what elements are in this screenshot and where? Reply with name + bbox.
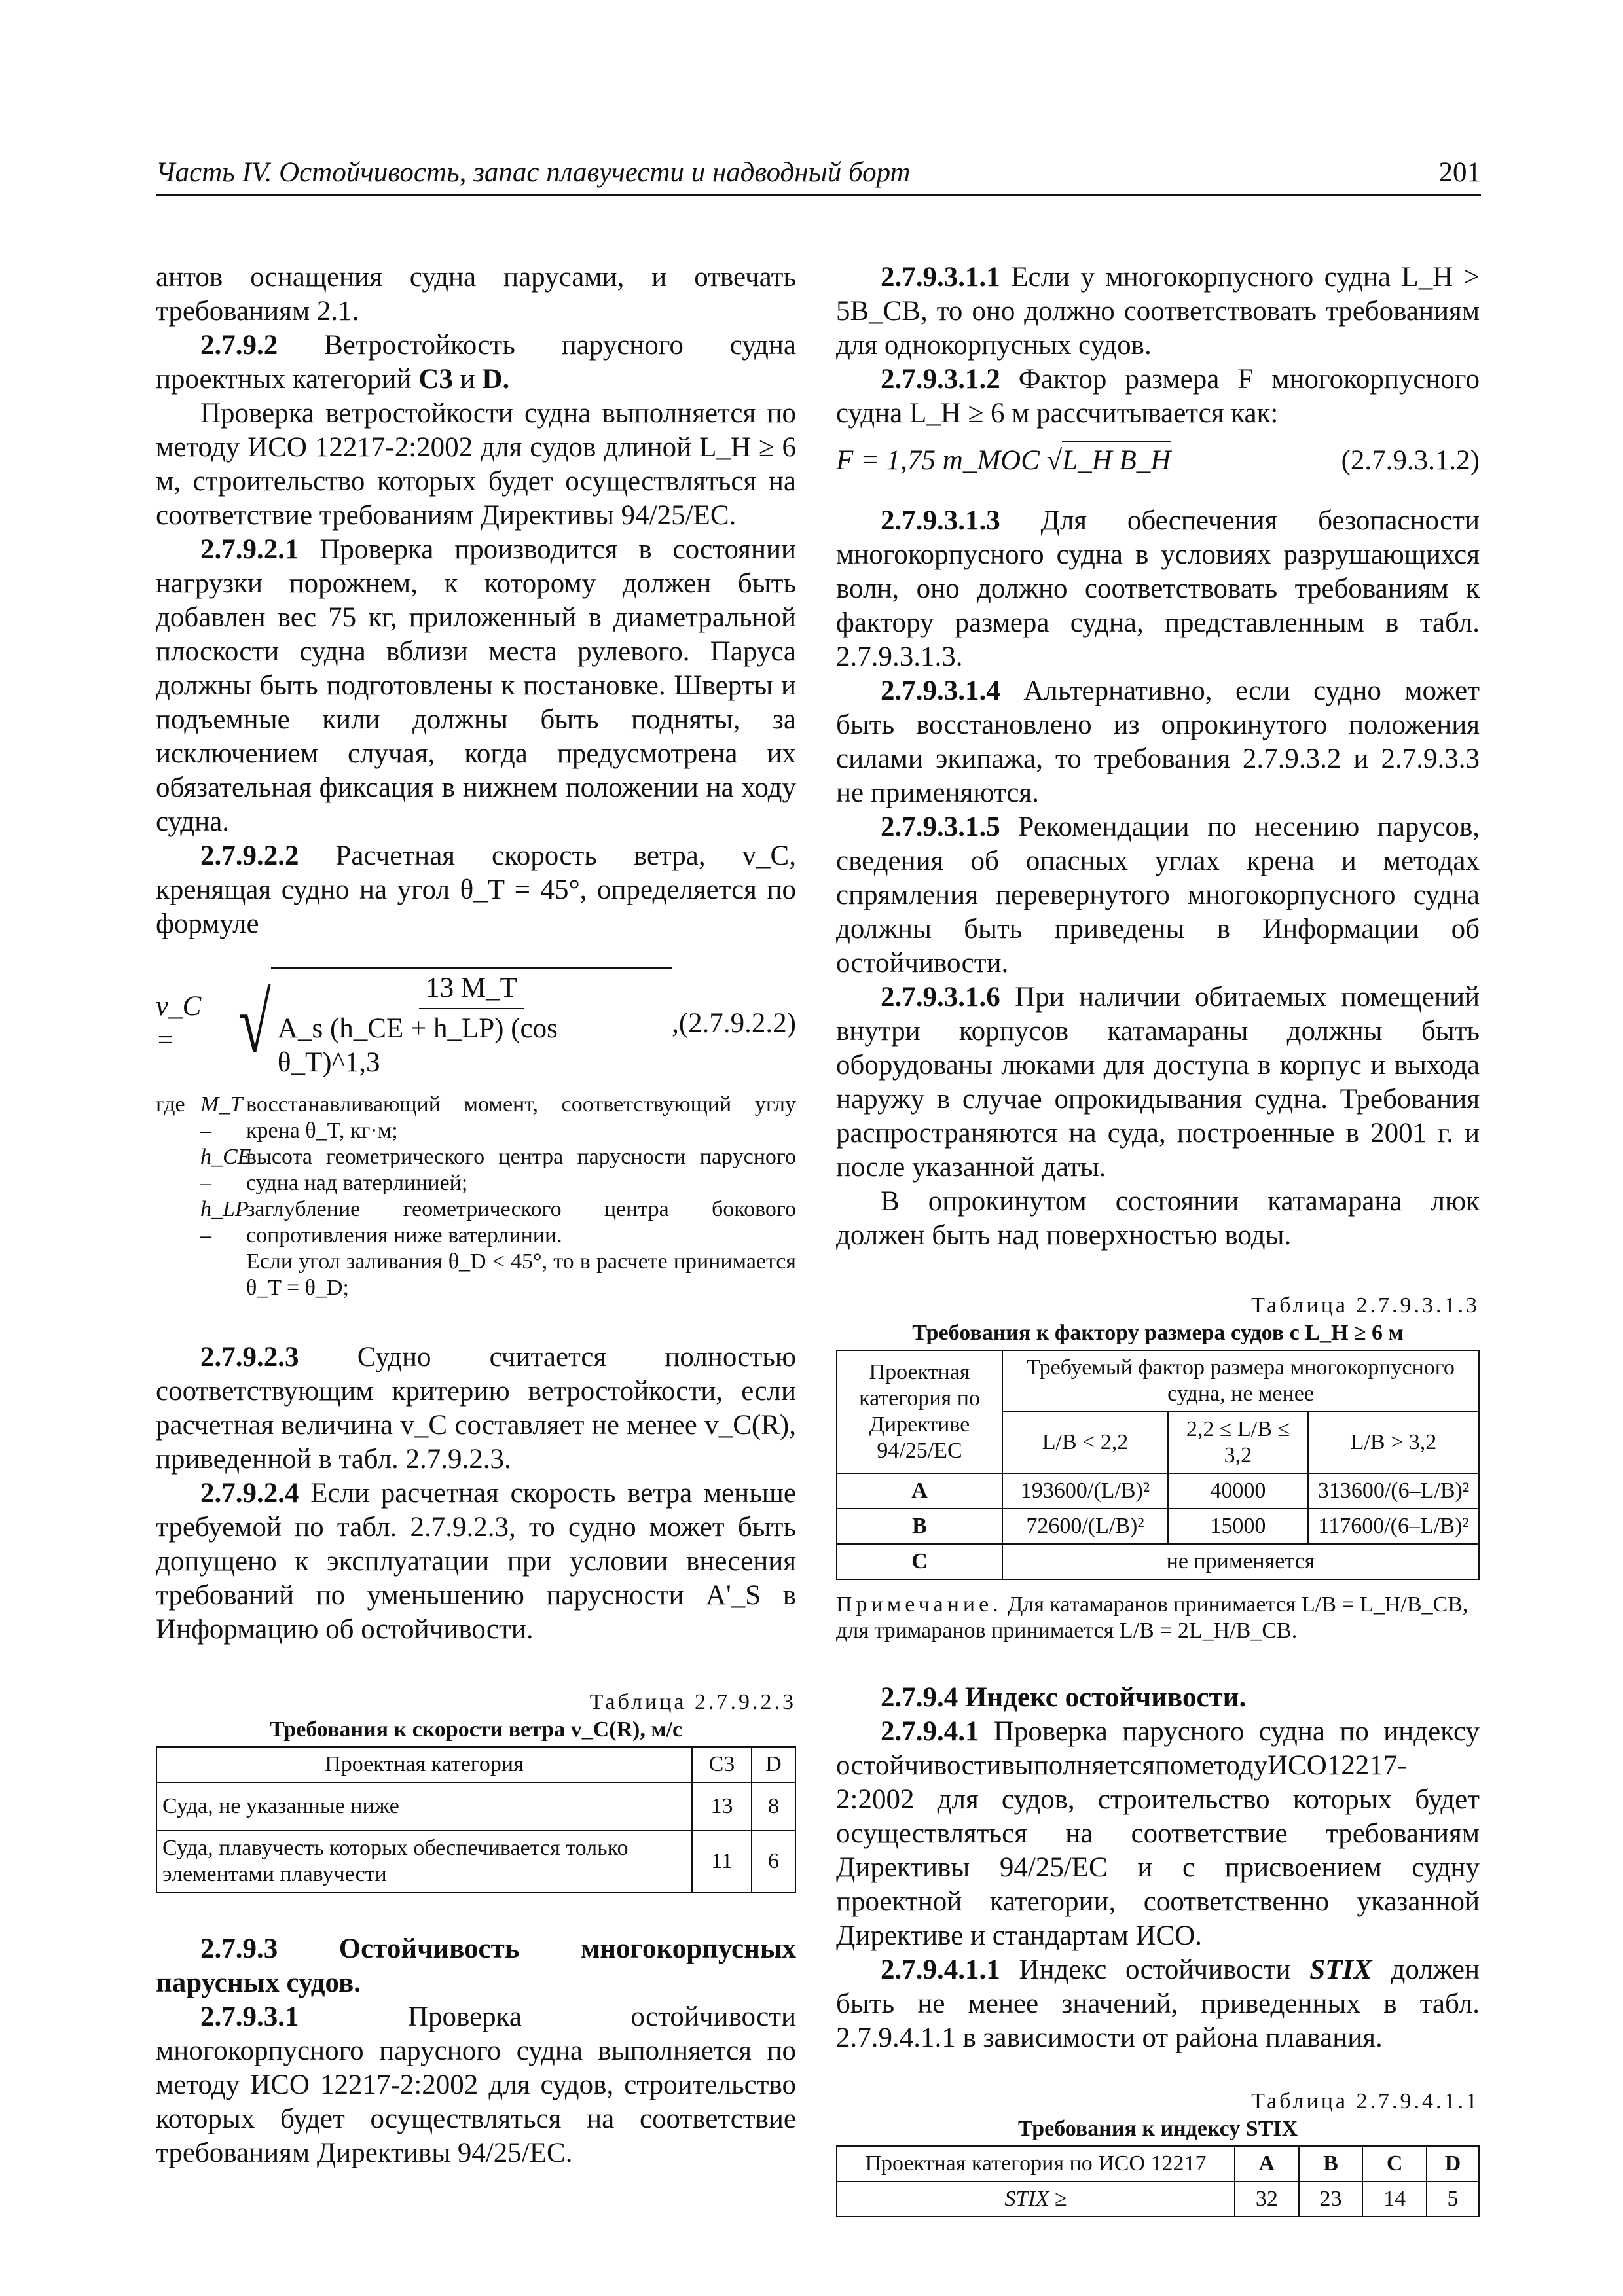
section-2-7-9-2-4: 2.7.9.2.4 Если расчетная скорость ветра меньше требуемой по табл. 2.7.9.2.3, то судно может быть допущено к эксплуатации при условии внесения требований по уменьшению парусности A'_S в Информацию об остойчивости.	[156, 1478, 796, 1645]
section-number: 2.7.9.3.1.3	[881, 505, 1000, 536]
section-number: 2.7.9.2.2	[200, 840, 299, 871]
wind-speed-table	[156, 1746, 796, 1893]
section-number: 2.7.9.3.1.6	[881, 982, 1000, 1013]
table-caption: Таблица 2.7.9.4.1.1	[1251, 2089, 1480, 2113]
definition-note: Если угол заливания θ_D < 45°, то в расчете принимается θ_T = θ_D;	[246, 1249, 796, 1300]
section-2-7-9-3-1-4: 2.7.9.3.1.4 Альтернативно, если судно может быть восстановлено из опрокинутого положения силами экипажа, то требования 2.7.9.3.2 и 2.7.9.3.3 не применяются.	[836, 675, 1480, 808]
section-number: 2.7.9.3.1	[200, 2001, 299, 2032]
section-number: 2.7.9.3.1.1	[881, 262, 1000, 293]
table-title: Требования к скорости ветра v_C(R), м/с	[269, 1717, 683, 1742]
table-row: B 72600/(L/B)² 15000 117600/(6–L/B)²	[837, 1509, 1479, 1544]
section-2-7-9-2-2: 2.7.9.2.2 Расчетная скорость ветра, v_C, кренящая судно на угол θ_T = 45°, определяется по формуле	[156, 840, 796, 939]
size-factor-table	[836, 1350, 1480, 1580]
formula-number: (2.7.9.3.1.2)	[1341, 445, 1480, 476]
left-column	[156, 260, 796, 2170]
definition-row: где M_T – восстанавливающий момент, соответствующий углу крена θ_T, кг·м;	[156, 1092, 796, 1143]
section-number: 2.7.9.3.1.5	[881, 812, 1000, 842]
stix-table	[836, 2145, 1480, 2217]
definition-row: h_LP – заглубление геометрического центра бокового сопротивления ниже ватерлинии.	[200, 1197, 796, 1247]
radical-sign: √	[238, 977, 271, 1071]
table-header-row: Проектная категория C3 D	[156, 1747, 795, 1782]
numerator: 13 M_T	[419, 971, 524, 1009]
formula-number: (2.7.9.2.2)	[678, 1008, 796, 1039]
formula-2-7-9-3-1-2	[836, 444, 1480, 478]
formula-2-7-9-2-2: v_C = √ $\frac{13 M\_T}{\text{A\_s (h\_CE + h\_LP) (cos θ\_T)\textasciicircum{}1,3}}$ , (2.7.9.2.2)	[156, 967, 796, 1080]
section-number: 2.7.9.2	[200, 330, 278, 361]
section-2-7-9-2: 2.7.9.2 Ветростойкость парусного судна проектных категорий C3 и D.	[156, 330, 796, 395]
section-number: 2.7.9.2.1	[200, 534, 299, 565]
definitions	[156, 1092, 796, 1301]
section-2-7-9-3-1-1: 2.7.9.3.1.1 Если у многокорпусного судна L_H > 5B_CB, то оно должно соответствовать требованиям для однокорпусных судов.	[836, 262, 1480, 361]
sqrt-expression	[231, 967, 672, 1080]
table-title: Требования к индексу STIX	[1017, 2117, 1298, 2141]
table-subheader-row: L/B < 2,2 2,2 ≤ L/B ≤ 3,2 L/B > 3,2	[837, 1412, 1479, 1473]
table-row: STIX ≥ 32 23 14 5	[837, 2181, 1479, 2217]
note-label: Примечание.	[836, 1592, 1002, 1617]
radicand: L_H B_H	[1062, 441, 1171, 476]
header-title: Часть IV. Остойчивость, запас плавучести и надводный борт	[156, 157, 911, 188]
page-number: 201	[1438, 157, 1481, 188]
fraction	[271, 967, 672, 1080]
section-2-7-9-3-1-2: 2.7.9.3.1.2 Фактор размера F многокорпусного судна L_H ≥ 6 м рассчитывается как:	[836, 364, 1480, 429]
section-2-7-9-4: 2.7.9.4 Индекс остойчивости.	[881, 1682, 1247, 1713]
formula-lhs: v_C =	[156, 991, 202, 1056]
section-2-7-9-2-1: 2.7.9.2.1 Проверка производится в состоянии нагрузки порожнем, к которому должен быть добавлен вес 75 кг, приложенный в диаметральной плоскости судна вблизи места рулевого. Паруса должны быть подготовлены к постановке. Шверты и подъемные кили должны быть подняты, за исключением случая, когда предусмотрена их обязательная фиксация в нижнем положении на ходу судна.	[156, 534, 796, 837]
definition-row: h_CE – высота геометрического центра парусности парусного судна над ватерлинией;	[200, 1145, 796, 1195]
section-2-7-9-2-3: 2.7.9.2.3 Судно считается полностью соответствующим критерию ветростойкости, если расчетная величина v_C составляет не менее v_C(R), приведенной в табл. 2.7.9.2.3.	[156, 1342, 796, 1475]
table-caption: Таблица 2.7.9.2.3	[589, 1690, 796, 1714]
section-2-7-9-3-1-6: 2.7.9.3.1.6 При наличии обитаемых помещений внутри корпусов катамараны должны быть оборудованы люками для доступа в корпус и выхода наружу в случае опрокидывания судна. Требования распространяются на суда, построенные в 2001 г. и после указанной даты.	[836, 982, 1480, 1183]
table-row: Суда, не указанные ниже 13 8	[156, 1782, 795, 1831]
running-header	[156, 156, 1481, 196]
table-2-7-9-4-1-1-block	[836, 2088, 1480, 2217]
section-number: 2.7.9.2.3	[200, 1342, 299, 1372]
table-header-row: Проектная категория по Директиве 94/25/ЕС Требуемый фактор размера многокорпусного судна, не менее	[837, 1350, 1479, 1412]
right-column	[836, 260, 1480, 2217]
section-2-7-9-4-1-1: 2.7.9.4.1.1 Индекс остойчивости STIX должен быть не менее значений, приведенных в табл. 2.7.9.4.1.1 в зависимости от района плавания.	[836, 1954, 1480, 2053]
paragraph: Проверка ветростойкости судна выполняется по методу ИСО 12217-2:2002 для судов длиной L_H ≥ 6 м, строительство которых будет осуществляться на соответствие требованиям Директивы 94/25/ЕС.	[156, 398, 796, 531]
section-number: 2.7.9.4.1	[881, 1716, 979, 1747]
section-2-7-9-3-1-5: 2.7.9.3.1.5 Рекомендации по несению парусов, сведения об опасных углах крена и методах спрямления перевернутого многокорпусного судна должны быть приведены в Информации об остойчивости.	[836, 812, 1480, 978]
table-2-7-9-2-3-block	[156, 1689, 796, 1893]
table-header-row: Проектная категория по ИСО 12217 A B C D	[837, 2146, 1479, 2181]
table-row: A 193600/(L/B)² 40000 313600/(6–L/B)²	[837, 1473, 1479, 1509]
table-row: Суда, плавучесть которых обеспечивается только элементами плавучести 11 6	[156, 1831, 795, 1892]
table-note: Примечание. Для катамаранов принимается L/B = L_H/B_CB, для тримаранов принимается L/B = 2L_H/B_CB.	[836, 1592, 1468, 1643]
section-2-7-9-3-1: 2.7.9.3.1 Проверка остойчивости многокорпусного парусного судна выполняется по методу ИСО 12217-2:2002 для судов, строительство которых будет осуществляться на соответствие требованиям Директивы 94/25/ЕС.	[156, 2001, 796, 2168]
section-2-7-9-3: 2.7.9.3 Остойчивость многокорпусных парусных судов.	[156, 1933, 796, 1998]
section-number: 2.7.9.2.4	[200, 1478, 299, 1509]
section-number: 2.7.9.3	[200, 1933, 278, 1964]
section-number: 2.7.9.4.1.1	[881, 1954, 1000, 1985]
formula-lhs: F = 1,75 m_MOC	[836, 445, 1040, 476]
section-number: 2.7.9.3.1.4	[881, 675, 1000, 706]
section-number: 2.7.9.3.1.2	[881, 364, 1000, 395]
table-2-7-9-3-1-3-block	[836, 1292, 1480, 1644]
section-number: 2.7.9.4	[881, 1682, 958, 1713]
section-2-7-9-4-1: 2.7.9.4.1 Проверка парусного судна по индексу остойчивостивыполняетсяпометодуИСО12217-2:2002 для судов, строительство которых будет осуществляться на соответствие требованиям Директивы 94/25/ЕС и с присвоением судну проектной категории, соответственно указанной Директиве и стандартам ИСО.	[836, 1716, 1480, 1951]
sqrt-sign: √	[1046, 445, 1063, 476]
table-row: C не применяется	[837, 1544, 1479, 1579]
table-title: Требования к фактору размера судов с L_H ≥ 6 м	[912, 1321, 1404, 1345]
paragraph: антов оснащения судна парусами, и отвечать требованиям 2.1.	[156, 262, 796, 327]
paragraph: В опрокинутом состоянии катамарана люк должен быть над поверхностью воды.	[836, 1186, 1480, 1251]
table-caption: Таблица 2.7.9.3.1.3	[1251, 1293, 1480, 1318]
denominator: A_s (h_CE + h_LP) (cos θ_T)^1,3	[277, 1013, 558, 1078]
section-2-7-9-3-1-3: 2.7.9.3.1.3 Для обеспечения безопасности многокорпусного судна в условиях разрушающихся волн, оно должно соответствовать требованиям к фактору размера судна, представленным в табл. 2.7.9.3.1.3.	[836, 505, 1480, 672]
